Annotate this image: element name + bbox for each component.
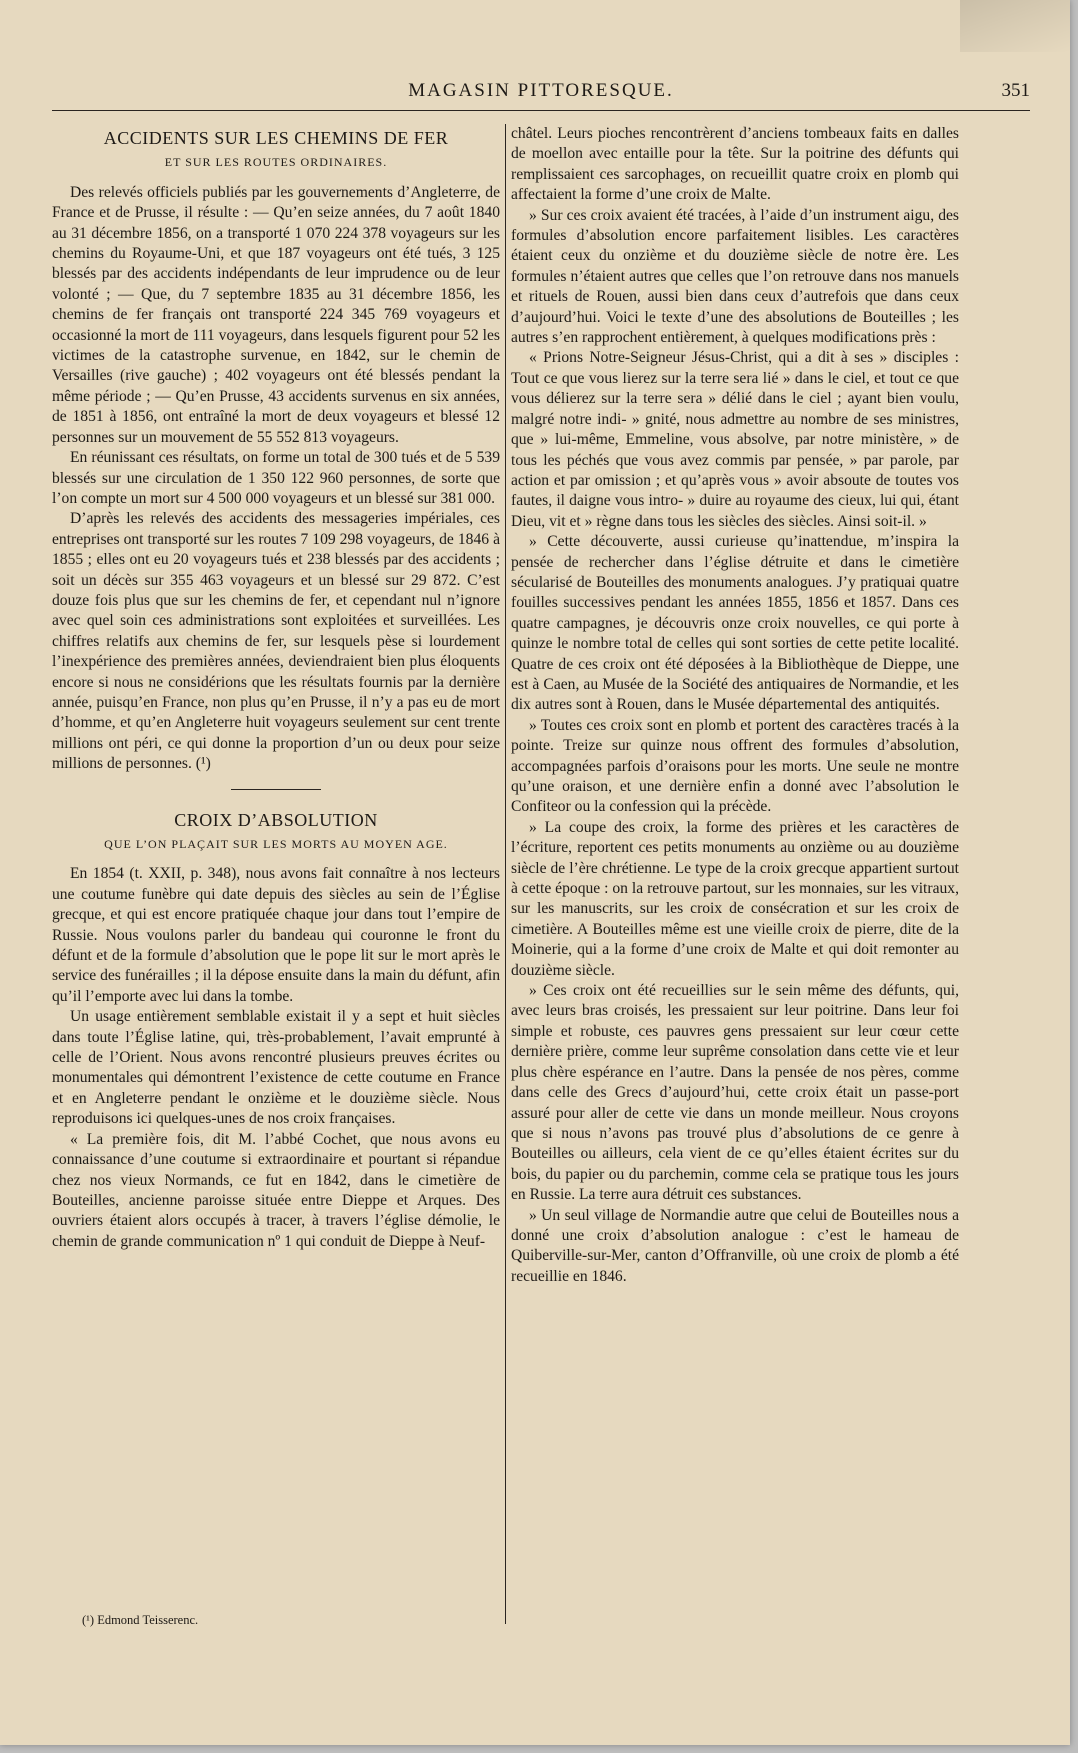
section-rule (231, 789, 321, 790)
page-number: 351 (1001, 80, 1030, 101)
article1-paragraph: En réunissant ces résultats, on forme un total de 300 tués et de 5 539 blessés sur une circulation de 1 350 122 960 personnes, de sorte que l’on compte un mort sur 4 500 000 voyageurs et un blessé sur 381 000. (52, 449, 500, 507)
article1-paragraph: D’après les relevés des accidents des messageries impériales, ces entreprises ont transporté sur les routes 7 109 298 voyageurs, de 1846 à 1855 ; elles ont eu 20 voyageurs tués et 238 blessés par des accidents ; soit un décès sur 355 463 voyageurs et un blessé sur 29 872. C’est douze fois plus que sur les chemins de fer, et cependant nul n’ignore avec quel soin ces administrations sont exploitées et surveillées. Les chiffres relatifs aux chemins de fer, sur lesquels pèse si lourdement l’inexpérience des premières années, deviendraient bien plus éloquents encore si nous ne considérions que les résultats fournis par la dernière année, puisqu’en France, non plus qu’en Prusse, il n’y a pas eu de mort d’homme, et qu’en Angleterre huit voyageurs seulement sur cent trente millions ont péri, ce qui donne la proportion d’un ou deux pour seize millions de personnes. (¹) (52, 510, 500, 773)
article2-paragraph: » Cette découverte, aussi curieuse qu’inattendue, m’inspira la pensée de rechercher dans l’église détruite et dans le cimetière sécularisé de Bouteilles des monuments analogues. J’y pratiquai quatre fouilles successives pendant les années 1855, 1856 et 1857. Dans ces quatre campagnes, je découvris onze croix nouvelles, ce qui porte à quinze le nombre total de celles qui sont sorties de cette petite localité. Quatre de ces croix ont été déposées à la Bibliothèque de Dieppe, une est à Caen, au Musée de la Société des antiquaires de Normandie, et les dix autres sont à Rouen, dans le Musée départemental des antiquités. (511, 533, 959, 714)
footnote: (¹) Edmond Teisserenc. (82, 1613, 199, 1627)
article2-paragraph: En 1854 (t. XXII, p. 348), nous avons fait connaître à nos lecteurs une coutume funèbre qui date depuis des siècles au sein de l’Église grecque, et qui est encore pratiquée chaque jour dans tout l’empire de Russie. Nous voulons parler du bandeau qui couronne le front du défunt et de la formule d’absolution que le pope lit sur le mort après le service des funérailles ; il la dépose ensuite dans la main du défunt, afin qu’il l’emporte avec lui dans la tombe. (52, 865, 500, 1005)
article2-paragraph: » Toutes ces croix sont en plomb et portent des caractères tracés à la pointe. Treize sur quinze nous offrent des formules d’absolution, accompagnées parfois d’oraisons pour les morts. Une seule ne montre qu’une oraison, et une dernière enfin a donné avec l’absolution le Confiteor ou la confession qui la précède. (511, 716, 959, 816)
page-fold-shadow (960, 0, 1070, 52)
right-column (511, 124, 959, 1287)
left-column (52, 124, 500, 1252)
article2-paragraph: « La première fois, dit M. l’abbé Cochet, que nous avons eu connaissance d’une coutume si extraordinaire et pourtant si répandue chez nos vieux Normands, ce fut en 1842, dans le cimetière de Bouteilles, ancienne paroisse située entre Dieppe et Arques. Des ouvriers étaient alors occupés à tracer, à travers l’église démolie, le chemin de grande communication nº 1 qui conduit de Dieppe à Neuf- (52, 1130, 500, 1250)
article2-paragraph: » La coupe des croix, la forme des prières et les caractères de l’écriture, reportent ces petits monuments au onzième ou au douzième siècle de l’ère chrétienne. Le type de la croix grecque appartient surtout à cette époque : on la retrouve partout, sur les monnaies, sur les vitraux, sur les manuscrits, sur les croix de consécration et sur les croix de cimetière. A Bouteilles même est une vieille croix de pierre, dite de la Moinerie, qui a la forme d’une croix de Malte et qui doit remonter au douzième siècle. (511, 818, 959, 979)
article2-subtitle: QUE L’ON PLAÇAIT SUR LES MORTS AU MOYEN AGE. (104, 837, 448, 851)
article2-paragraph: » Sur ces croix avaient été tracées, à l’aide d’un instrument aigu, des formules d’absolution encore parfaitement lisibles. Les caractères étaient ceux du onzième et du douzième siècle de notre ère. Les formules n’étaient autres que celles que l’on retrouve dans nos manuels et rituels de Rouen, aussi bien dans ceux d’autrefois que dans ceux d’aujourd’hui. Voici le texte d’une des absolutions de Bouteilles ; les autres s’en rapprochent entièrement, à quelques modifications près : (511, 206, 959, 347)
article2-paragraph: châtel. Leurs pioches rencontrèrent d’anciens tombeaux faits en dalles de moellon avec entaille pour la tête. Sur la poitrine des défunts qui remplissaient ces sarcophages, on recueillit quatre croix en plomb qui affectaient la forme d’une croix de Malte. (511, 125, 959, 204)
article1-paragraph: Des relevés officiels publiés par les gouvernements d’Angleterre, de France et de Prusse, il résulte : — Qu’en seize années, du 7 août 1840 au 31 décembre 1856, on a transporté 1 070 224 378 voyageurs sur les chemins du Royaume-Uni, et que 187 voyageurs ont été tués, 3 125 blessés par des accidents indépendants de leur imprudence ou de leur volonté ; — Que, du 7 septembre 1835 au 31 décembre 1856, les chemins de fer français ont transporté 224 345 769 voyageurs et occasionné la mort de 111 voyageurs, dans lesquels figurent pour 52 les victimes de la catastrophe survenue, en 1842, sur le chemin de Versailles (rive gauche) ; 402 voyageurs ont été blessés pendant la même période ; — Qu’en Prusse, 43 accidents survenus en six années, de 1851 à 1856, ont entraîné la mort de deux voyageurs et blessé 12 personnes sur un mouvement de 55 552 813 voyageurs. (52, 183, 500, 446)
article2-paragraph: » Un seul village de Normandie autre que celui de Bouteilles nous a donné une croix d’absolution analogue : c’est le hameau de Quiberville-sur-Mer, canton d’Offranville, où une croix de plomb a été recueillie en 1846. (511, 1206, 959, 1285)
page-header (52, 76, 1030, 111)
article2-title: CROIX D’ABSOLUTION (174, 809, 378, 830)
absolution-prayer: « Prions Notre-Seigneur Jésus-Christ, qui a dit à ses » disciples : Tout ce que vous lierez sur la terre sera lié » dans le ciel, et tout ce que vous délierez sur la terre sera » délié dans le ciel ; ayant bien voulu, malgré notre indi- » gnité, nous admettre au nombre de ses ministres, que » lui-même, Emmeline, vous absolve, par notre ministère, » de tous les péchés que vous avez commis par pensée, » par parole, par action et par omission ; et qu’après vous » avoir absoute de toutes vos fautes, il daigne vous intro- » duire au royaume des cieux, lui qui, étant Dieu, vit et » règne dans tous les siècles des siècles. Ainsi soit-il. » (511, 349, 959, 530)
article1-subtitle: ET SUR LES ROUTES ORDINAIRES. (164, 155, 388, 170)
publication-title: MAGASIN PITTORESQUE. (408, 80, 674, 101)
column-divider (505, 124, 506, 1624)
article2-paragraph: » Ces croix ont été recueillies sur le sein même des défunts, qui, avec leurs bras croisés, les pressaient sur leur poitrine. Dans leur foi simple et robuste, ces pauvres gens pressaient sur leur cœur cette dernière prière, comme leur suprême consolation dans cette vie et leur plus chère espérance en l’autre. Dans la pensée de nos pères, comme dans celle des Grecs d’aujourd’hui, cette croix était un passe-port assuré pour aller de cette vie dans un monde meilleur. Nous croyons que si nous n’avons pas trouvé plus d’absolutions de ce genre à Bouteilles ou ailleurs, cela vient de ce qu’elles étaient écrites sur du bois, du papier ou du parchemin, comme cela se pratique tous les jours en Russie. La terre aura détruit ces substances. (511, 982, 959, 1204)
article2-paragraph: Un usage entièrement semblable existait il y a sept et huit siècles dans toute l’Église latine, qui, très-probablement, l’avait emprunté à celle de l’Orient. Nous avons rencontré plusieurs preuves écrites ou monumentales qui démontrent l’existence de cette coutume en France et en Angleterre pendant le onzième et le douzième siècle. Nous reproduisons ici quelques-unes de nos croix françaises. (52, 1008, 500, 1128)
article1-title: ACCIDENTS SUR LES CHEMINS DE FER (103, 128, 449, 148)
